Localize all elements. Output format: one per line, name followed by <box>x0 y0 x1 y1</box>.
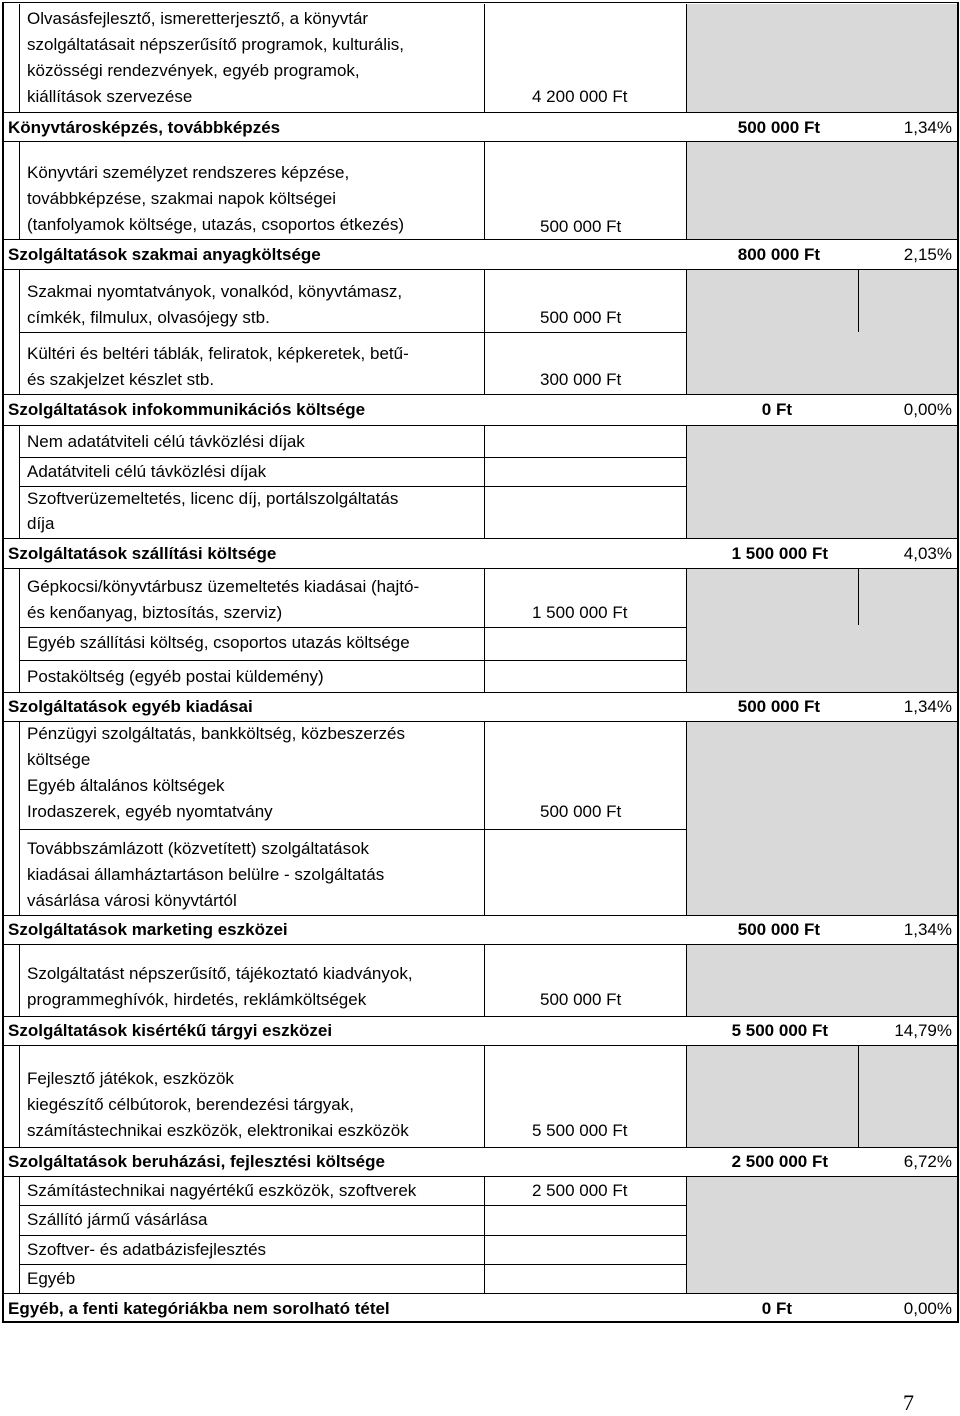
row-description: kiállítások szervezése <box>27 87 193 106</box>
page-number: 7 <box>903 1390 914 1415</box>
row-description: Gépkocsi/könyvtárbusz üzemeltetés kiadásai (hajtó- <box>27 577 420 596</box>
row-amount: 1 500 000 Ft <box>532 603 628 622</box>
row-description: Olvasásfejlesztő, ismeretterjesztő, a könyvtár <box>27 9 369 28</box>
category-title: Szolgáltatások szakmai anyagköltsége <box>8 245 321 264</box>
category-amount: 500 000 Ft <box>737 920 820 939</box>
row-description: (tanfolyamok költsége, utazás, csoportos étkezés) <box>27 215 405 234</box>
category-percent: 6,72% <box>903 1152 952 1171</box>
category-title: Szolgáltatások marketing eszközei <box>8 920 288 939</box>
category-amount: 800 000 Ft <box>737 245 820 264</box>
row-description: Szoftverüzemeltetés, licenc díj, portálszolgáltatás <box>27 489 399 508</box>
category-amount: 500 000 Ft <box>737 697 820 716</box>
category-title: Szolgáltatások infokommunikációs költsége <box>8 400 366 419</box>
row-description: vásárlása városi könyvtártól <box>27 891 237 910</box>
category-percent: 14,79% <box>894 1021 952 1040</box>
category-amount: 0 Ft <box>761 1299 792 1318</box>
category-percent: 0,00% <box>903 1299 952 1318</box>
row-description: közösségi rendezvények, egyéb programok, <box>27 61 360 80</box>
category-amount: 0 Ft <box>761 400 792 419</box>
row-description: kiadásai államháztartáson belülre - szolgáltatás <box>27 865 385 884</box>
category-title: Szolgáltatások kisértékű tárgyi eszközei <box>8 1021 333 1040</box>
row-description: címkék, filmulux, olvasójegy stb. <box>27 308 270 327</box>
row-description: költsége <box>27 750 91 769</box>
row-description: és szakjelzet készlet stb. <box>27 370 215 389</box>
category-percent: 4,03% <box>903 544 952 563</box>
row-description: Könyvtári személyzet rendszeres képzése, <box>27 163 350 182</box>
shaded-cell <box>686 722 957 915</box>
category-title: Szolgáltatások egyéb kiadásai <box>8 697 253 716</box>
shaded-cell <box>686 945 957 1016</box>
row-description: programmeghívók, hirdetés, reklámköltségek <box>27 990 367 1009</box>
row-description: Pénzügyi szolgáltatás, bankköltség, közbeszerzés <box>27 724 405 743</box>
category-title: Szolgáltatások beruházási, fejlesztési költsége <box>8 1152 385 1171</box>
row-amount: 2 500 000 Ft <box>532 1181 628 1200</box>
row-description: szolgáltatásait népszerűsítő programok, kulturális, <box>27 35 405 54</box>
category-title: Szolgáltatások szállítási költsége <box>8 544 277 563</box>
row-amount: 300 000 Ft <box>540 370 622 389</box>
row-description: kiegészítő célbútorok, berendezési tárgyak, <box>27 1095 354 1114</box>
row-amount: 500 000 Ft <box>540 990 622 1009</box>
table-border-left <box>2 2 4 1322</box>
category-amount: 1 500 000 Ft <box>731 544 828 563</box>
row-amount: 500 000 Ft <box>540 802 622 821</box>
table-border-right <box>957 2 959 1322</box>
row-amount: 5 500 000 Ft <box>532 1121 628 1140</box>
category-amount: 2 500 000 Ft <box>731 1152 828 1171</box>
row-description: Irodaszerek, egyéb nyomtatvány <box>27 802 273 821</box>
shaded-cell <box>686 270 957 394</box>
row-description: Egyéb <box>27 1269 76 1288</box>
row-description: Szolgáltatást népszerűsítő, tájékoztató kiadványok, <box>27 964 413 983</box>
category-title: Egyéb, a fenti kategóriákba nem sorolható tétel <box>8 1299 390 1318</box>
category-title: Könyvtárosképzés, továbbképzés <box>8 118 281 137</box>
row-description: Szállító jármű vásárlása <box>27 1210 208 1229</box>
row-description: továbbképzése, szakmai napok költségei <box>27 189 337 208</box>
shaded-cell <box>686 426 957 538</box>
row-description: Számítástechnikai nagyértékű eszközök, szoftverek <box>27 1181 417 1200</box>
category-amount: 5 500 000 Ft <box>731 1021 828 1040</box>
row-description: Továbbszámlázott (közvetített) szolgáltatások <box>27 839 370 858</box>
category-amount: 500 000 Ft <box>737 118 820 137</box>
row-description: Adatátviteli célú távközlési díjak <box>27 462 267 481</box>
row-description: Nem adatátviteli célú távközlési díjak <box>27 432 305 451</box>
shaded-cell <box>686 4 957 112</box>
category-percent: 1,34% <box>903 920 952 939</box>
row-description: Fejlesztő játékok, eszközök <box>27 1069 234 1088</box>
row-amount: 500 000 Ft <box>540 308 622 327</box>
row-description: díja <box>27 514 55 533</box>
row-description: Szoftver- és adatbázisfejlesztés <box>27 1240 267 1259</box>
row-description: Postaköltség (egyéb postai küldemény) <box>27 667 324 686</box>
row-description: Egyéb általános költségek <box>27 776 225 795</box>
row-description: és kenőanyag, biztosítás, szerviz) <box>27 603 283 622</box>
shaded-cell <box>686 569 957 692</box>
row-description: Egyéb szállítási költség, csoportos utazás költsége <box>27 633 410 652</box>
row-amount: 500 000 Ft <box>540 217 622 236</box>
row-description: Kültéri és beltéri táblák, feliratok, képkeretek, betű- <box>27 344 409 363</box>
category-percent: 2,15% <box>903 245 952 264</box>
category-percent: 1,34% <box>903 118 952 137</box>
shaded-cell <box>686 1177 957 1293</box>
category-percent: 0,00% <box>903 400 952 419</box>
category-percent: 1,34% <box>903 697 952 716</box>
row-amount: 4 200 000 Ft <box>532 87 628 106</box>
row-description: Szakmai nyomtatványok, vonalkód, könyvtámasz, <box>27 282 403 301</box>
shaded-cell <box>686 142 957 239</box>
row-description: számítástechnikai eszközök, elektronikai eszközök <box>27 1121 409 1140</box>
shaded-cell <box>686 1046 957 1147</box>
